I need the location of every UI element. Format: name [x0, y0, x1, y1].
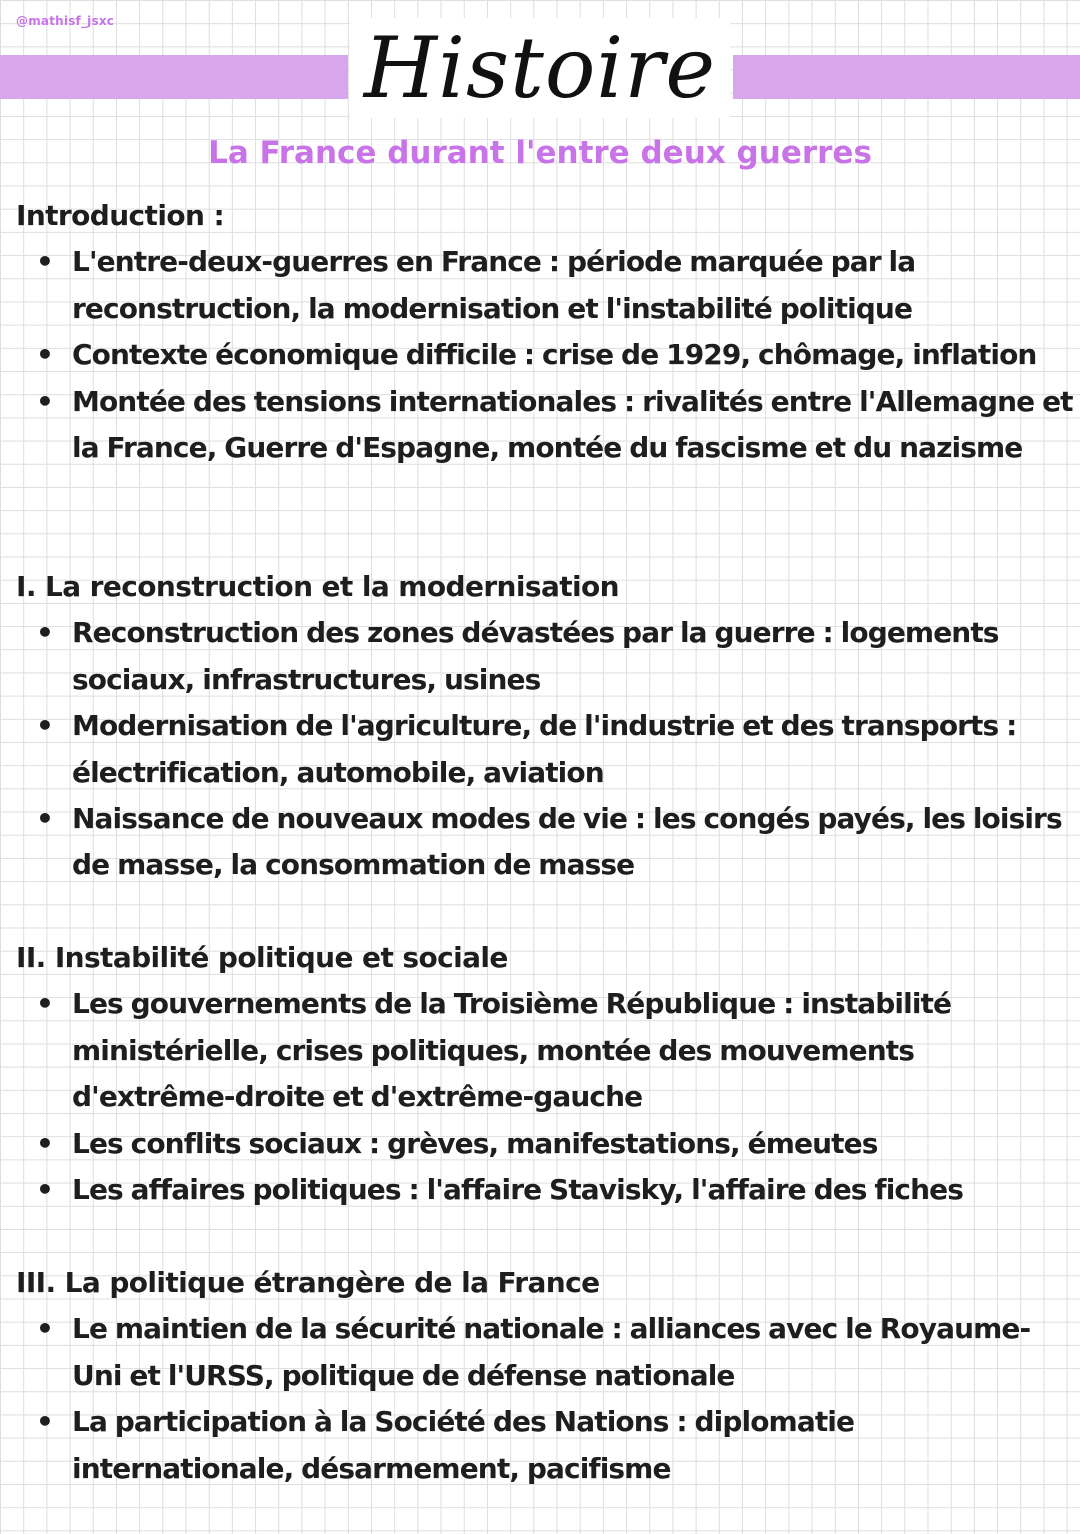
bullet-list [16, 610, 1076, 888]
list-item-text: Les conflits sociaux : grèves, manifestations, émeutes [72, 1126, 878, 1160]
bullet-icon: • [36, 1405, 53, 1439]
section-politique-etrangere [16, 1260, 1076, 1492]
list-item [16, 1167, 1076, 1213]
list-item-text: Les gouvernements de la Troisième République : instabilité ministérielle, crises politiques, montée des mouvements d'extrême-droite et d'extrême-gauche [72, 987, 952, 1114]
list-item [16, 610, 1076, 703]
section-heading: I. La reconstruction et la modernisation [16, 570, 620, 603]
bullet-icon: • [36, 616, 53, 650]
bullet-list [16, 1306, 1076, 1492]
list-item [16, 1399, 1076, 1492]
list-item [16, 239, 1076, 332]
list-item-text: Naissance de nouveaux modes de vie : les congés payés, les loisirs de masse, la consommation de masse [72, 802, 1062, 882]
title-band-left [0, 55, 348, 99]
list-item [16, 1306, 1076, 1399]
bullet-list [16, 239, 1076, 471]
list-item-text: La participation à la Société des Nations : diplomatie internationale, désarmement, pacifisme [72, 1405, 855, 1485]
title-band-right [733, 55, 1080, 99]
list-item [16, 703, 1076, 796]
author-handle: @mathisf_jsxc [16, 14, 115, 28]
section-reconstruction [16, 564, 1076, 889]
bullet-icon: • [36, 709, 53, 743]
section-instabilite [16, 935, 1076, 1213]
list-item [16, 796, 1076, 889]
list-item-text: Modernisation de l'agriculture, de l'industrie et des transports : électrification, automobile, aviation [72, 709, 1017, 789]
section-introduction [16, 193, 1076, 471]
list-item-text: Montée des tensions internationales : rivalités entre l'Allemagne et la France, Guerre d'Espagne, montée du fascisme et du nazisme [72, 384, 1073, 465]
bullet-list [16, 981, 1076, 1213]
page-subtitle: La France durant l'entre deux guerres [208, 135, 872, 171]
list-item-text: Le maintien de la sécurité nationale : alliances avec le Royaume-Uni et l'URSS, politique de défense nationale [72, 1312, 1031, 1392]
list-item-text: Contexte économique difficile : crise de 1929, chômage, inflation [72, 338, 1037, 372]
bullet-icon: • [36, 1173, 53, 1207]
bullet-icon: • [36, 1126, 53, 1160]
list-item [16, 981, 1076, 1120]
bullet-icon: • [36, 987, 53, 1021]
list-item-text: Reconstruction des zones dévastées par la guerre : logements sociaux, infrastructures, usines [72, 616, 999, 696]
list-item-text: L'entre-deux-guerres en France : période marquée par la reconstruction, la modernisation et l'instabilité politique [72, 245, 916, 325]
section-heading: II. Instabilité politique et sociale [16, 941, 508, 974]
section-heading: III. La politique étrangère de la France [16, 1266, 600, 1299]
list-item [16, 1121, 1076, 1167]
section-heading: Introduction : [16, 199, 225, 232]
page-title: Histoire [350, 18, 730, 118]
bullet-icon: • [36, 1312, 53, 1346]
list-item [16, 379, 1076, 472]
list-item [16, 332, 1076, 378]
list-item-text: Les affaires politiques : l'affaire Stavisky, l'affaire des fiches [72, 1173, 963, 1207]
bullet-icon: • [36, 384, 53, 418]
bullet-icon: • [36, 245, 53, 279]
bullet-icon: • [36, 802, 53, 836]
bullet-icon: • [36, 338, 53, 372]
